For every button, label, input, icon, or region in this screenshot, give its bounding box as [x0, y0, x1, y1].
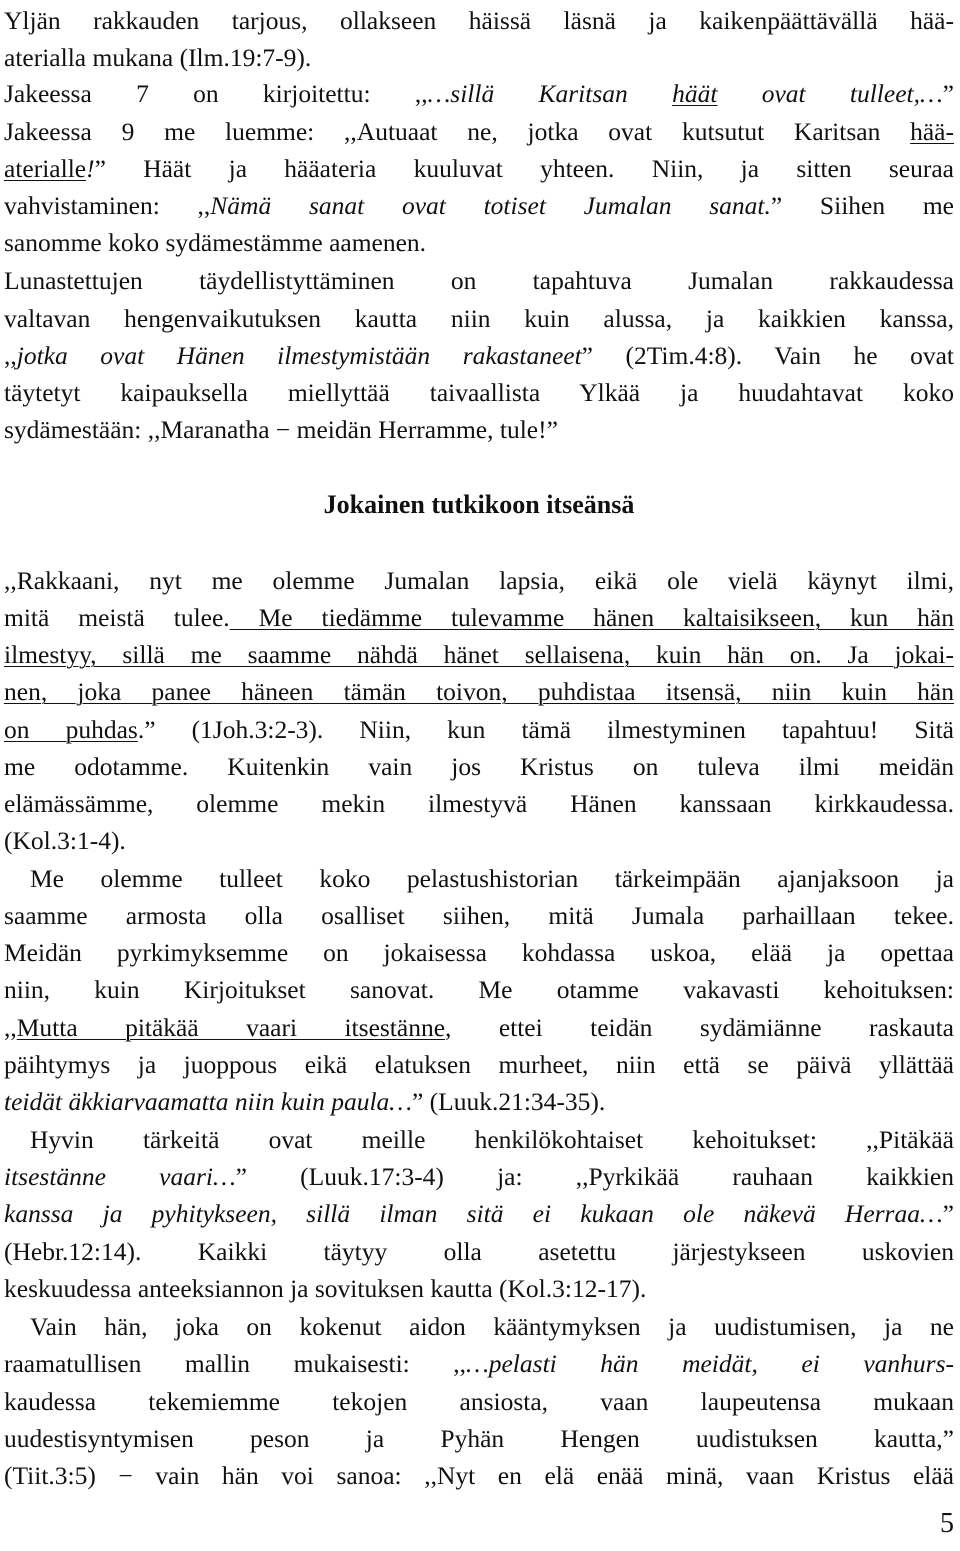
text-line: teidät äkkiarvaamatta niin kuin paula…” (Luuk.21:34-35). [4, 1087, 606, 1116]
text-line: Yljän rakkauden tarjous, ollakseen häissä läsnä ja kaikenpäättävällä hää- [4, 6, 954, 35]
text-line: kanssa ja pyhitykseen, sillä ilman sitä ei kukaan ole näkevä Herraa…” [4, 1199, 954, 1228]
text-line: me odotamme. Kuitenkin vain jos Kristus on tuleva ilmi meidän [4, 752, 954, 781]
text-line: ,,Mutta pitäkää vaari itsestänne, ettei teidän sydämiänne raskauta [4, 1013, 954, 1042]
text-line: saamme armosta olla osalliset siihen, mitä Jumala parhaillaan tekee. [4, 901, 954, 930]
text-line: ,,jotka ovat Hänen ilmestymistään rakastaneet” (2Tim.4:8). Vain he ovat [4, 341, 954, 370]
text-line: mitä meistä tulee. Me tiedämme tulevamme hänen kaltaisikseen, kun hän [4, 603, 954, 632]
text-line: (Tiit.3:5) − vain hän voi sanoa: ,,Nyt en elä enää minä, vaan Kristus elää [4, 1461, 954, 1490]
text-line: niin, kuin Kirjoitukset sanovat. Me otamme vakavasti kehoituksen: [4, 975, 954, 1004]
text-line: Me olemme tulleet koko pelastushistorian tärkeimpään ajanjaksoon ja [30, 864, 954, 893]
text-line: vahvistaminen: ,,Nämä sanat ovat totiset Jumalan sanat.” Siihen me [4, 191, 954, 220]
text-line: itsestänne vaari…” (Luuk.17:3-4) ja: ,,Pyrkikää rauhaan kaikkien [4, 1162, 954, 1191]
text-line: ,,Rakkaani, nyt me olemme Jumalan lapsia, eikä ole vielä käynyt ilmi, [4, 566, 954, 595]
text-line: keskuudessa anteeksiannon ja sovituksen kautta (Kol.3:12-17). [4, 1274, 647, 1303]
page-number: 5 [940, 1508, 954, 1539]
text-line: Meidän pyrkimyksemme on jokaisessa kohdassa uskoa, elää ja opettaa [4, 938, 954, 967]
text-line: Vain hän, joka on kokenut aidon kääntymyksen ja uudistumisen, ja ne [30, 1312, 954, 1341]
text-line: nen, joka panee häneen tämän toivon, puhdistaa itsensä, niin kuin hän [4, 677, 954, 706]
text-line: aterialle!” Häät ja hääateria kuuluvat yhteen. Niin, ja sitten seuraa [4, 154, 954, 183]
text-line: valtavan hengenvaikutuksen kautta niin kuin alussa, ja kaikkien kanssa, [4, 304, 954, 333]
text-line: (Kol.3:1-4). [4, 826, 126, 855]
text-line: Jakeessa 7 on kirjoitettu: ,,…sillä Karitsan häät ovat tulleet,…” [4, 79, 954, 108]
text-line: (Hebr.12:14). Kaikki täytyy olla asetettu järjestykseen uskovien [4, 1237, 954, 1266]
text-line: raamatullisen mallin mukaisesti: ,,…pelasti hän meidät, ei vanhurs- [4, 1349, 954, 1378]
text-line: päihtymys ja juoppous eikä elatuksen murheet, niin että se päivä yllättää [4, 1050, 954, 1079]
text-line: aterialla mukana (Ilm.19:7-9). [4, 43, 312, 72]
text-line: Lunastettujen täydellistyttäminen on tapahtuva Jumalan rakkaudessa [4, 266, 954, 295]
text-line: täytetyt kaipauksella miellyttää taivaallista Ylkää ja huudahtavat koko [4, 378, 954, 407]
text-line: ilmestyy, sillä me saamme nähdä hänet sellaisena, kuin hän on. Ja jokai- [4, 640, 954, 669]
text-line: Jakeessa 9 me luemme: ,,Autuaat ne, jotka ovat kutsutut Karitsan hää- [4, 117, 954, 146]
text-line: uudestisyntymisen peson ja Pyhän Hengen uudistuksen kautta,” [4, 1424, 954, 1453]
text-line: kaudessa tekemiemme tekojen ansiosta, vaan laupeutensa mukaan [4, 1387, 954, 1416]
text-line: sanomme koko sydämestämme aamenen. [4, 228, 427, 257]
text-line: sydämestään: ,,Maranatha − meidän Herramme, tule!” [4, 415, 558, 444]
text-line: Hyvin tärkeitä ovat meille henkilökohtaiset kehoitukset: ,,Pitäkää [30, 1125, 954, 1154]
section-heading: Jokainen tutkikoon itseänsä [323, 490, 635, 519]
text-line: elämässämme, olemme mekin ilmestyvä Hänen kanssaan kirkkaudessa. [4, 789, 954, 818]
text-line: on puhdas.” (1Joh.3:2-3). Niin, kun tämä ilmestyminen tapahtuu! Sitä [4, 715, 954, 744]
